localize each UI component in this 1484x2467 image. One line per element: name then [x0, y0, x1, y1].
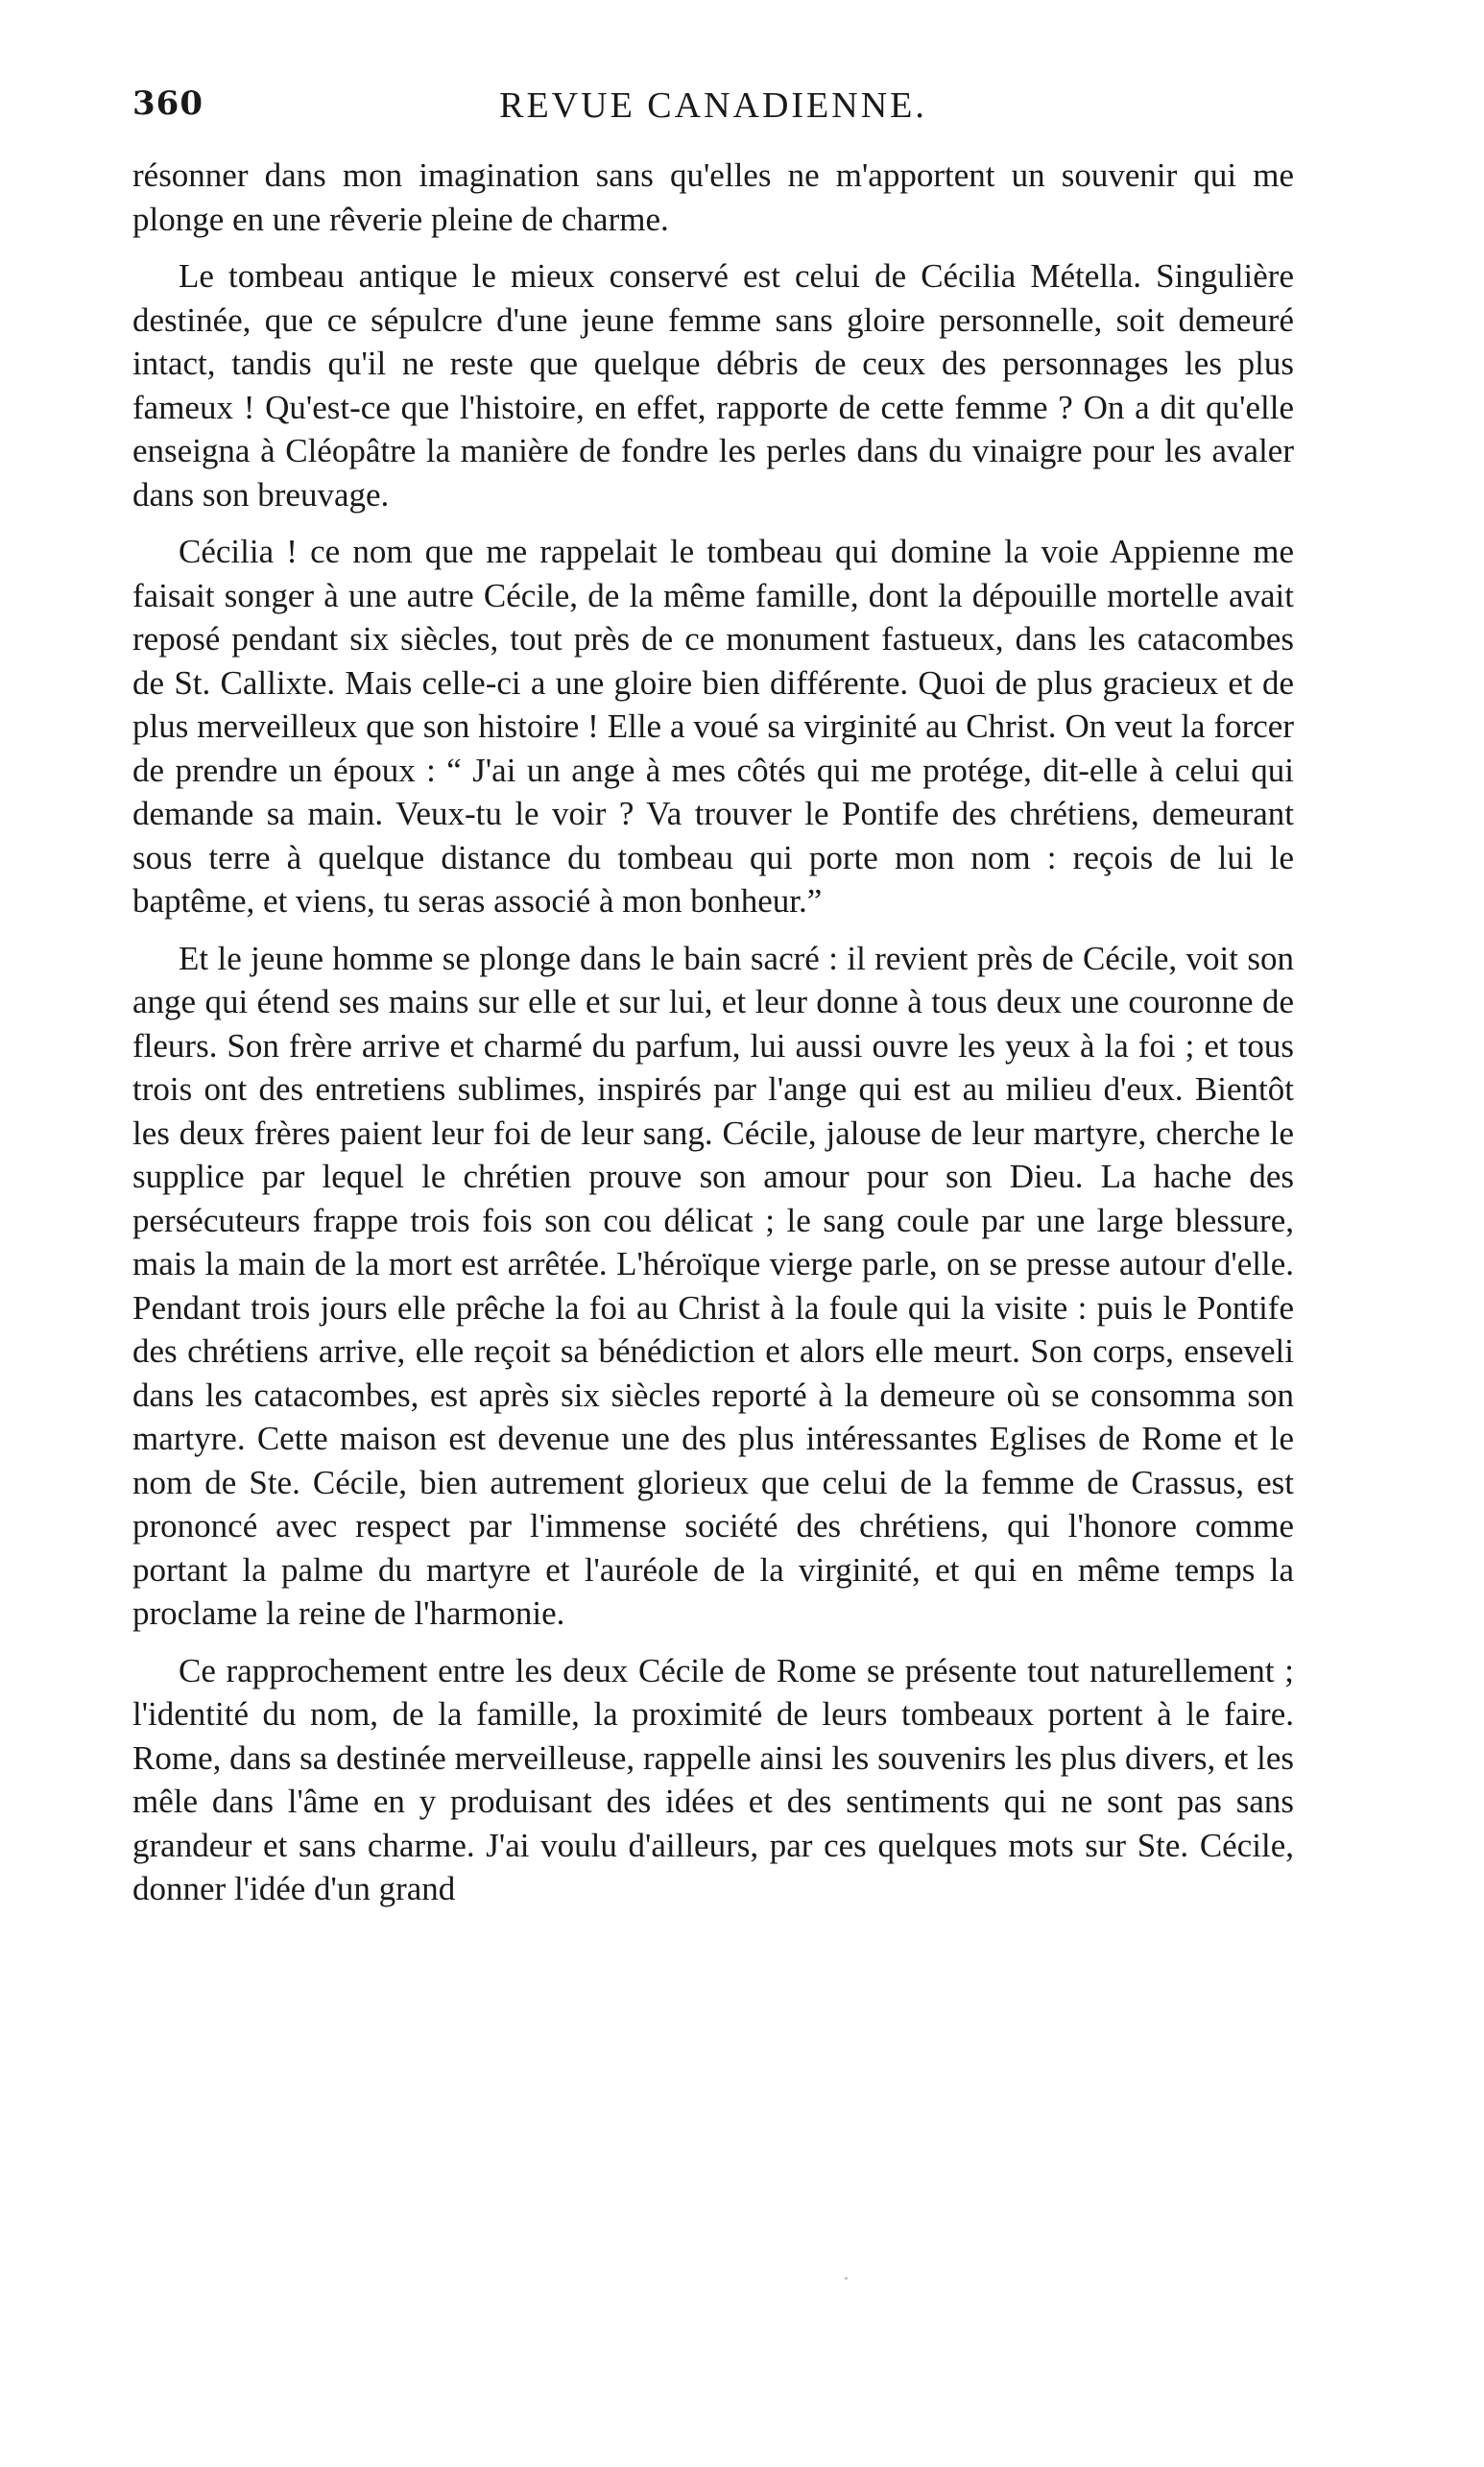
page-body [132, 154, 1294, 1911]
paper-speck [845, 2277, 848, 2280]
running-title: REVUE CANADIENNE. [499, 85, 927, 126]
paragraph-saint-cecile: Cécilia ! ce nom que me rappelait le tombeau qui domine la voie Appienne me faisait songer à une autre Cécile, de la même famille, dont la dépouille mortelle avait reposé pendant six siècles, tout près de ce monument fastueux, dans les catacombes de St. Callixte. Mais celle-ci a une gloire bien différente. Quoi de plus gracieux et de plus merveilleux que son histoire ! Elle a voué sa virginité au Christ. On veut la forcer de prendre un époux : “ J'ai un ange à mes côtés qui me protége, dit-elle à celui qui demande sa main. Veux-tu le voir ? Va trouver le Pontife des chrétiens, demeurant sous terre à quelque distance du tombeau qui porte mon nom : reçois de lui le baptême, et viens, tu seras associé à mon bonheur.” [132, 533, 1294, 920]
paragraph-cecilia-metella: Le tombeau antique le mieux conservé est celui de Cécilia Métella. Singulière destinée, que ce sépulcre d'une jeune femme sans gloire personnelle, soit demeuré intact, tandis qu'il ne reste que quelque débris de ceux des personnages les plus fameux ! Qu'est-ce que l'histoire, en effet, rapporte de cette femme ? On a dit qu'elle enseigna à Cléopâtre la manière de fondre les perles dans du vinaigre pour les avaler dans son breuvage. [132, 257, 1294, 514]
paragraph-rapprochement: Ce rapprochement entre les deux Cécile de Rome se présente tout naturellement ; l'identité du nom, de la famille, la proximité de leurs tombeaux portent à le faire. Rome, dans sa destinée merveilleuse, rappelle ainsi les souvenirs les plus divers, et les mêle dans l'âme en y produisant des idées et des sentiments qui ne sont pas sans grandeur et sans charme. J'ai voulu d'ailleurs, par ces quelques mots sur Ste. Cécile, donner l'idée d'un grand [132, 1651, 1294, 1907]
page-header [132, 84, 1294, 132]
page-number: 360 [132, 84, 203, 123]
paragraph-continuation: résonner dans mon imagination sans qu'elles ne m'apportent un souvenir qui me plonge en une rêverie pleine de charme. [132, 156, 1294, 238]
paragraph-martyrdom: Et le jeune homme se plonge dans le bain sacré : il revient près de Cécile, voit son ange qui étend ses mains sur elle et sur lui, et leur donne à tous deux une couronne de fleurs. Son frère arrive et charmé du parfum, lui aussi ouvre les yeux à la foi ; et tous trois ont des entretiens sublimes, inspirés par l'ange qui est au milieu d'eux. Bientôt les deux frères paient leur foi de leur sang. Cécile, jalouse de leur martyre, cherche le supplice par lequel le chrétien prouve son amour pour son Dieu. La hache des persécuteurs frappe trois fois son cou délicat ; le sang coule par une large blessure, mais la main de la mort est arrêtée. L'héroïque vierge parle, on se presse autour d'elle. Pendant trois jours elle prêche la foi au Christ à la foule qui la visite : puis le Pontife des chrétiens arrive, elle reçoit sa bénédiction et alors elle meurt. Son corps, enseveli dans les catacombes, est après six siècles reporté à la demeure où se consomma son martyre. Cette maison est devenue une des plus intéressantes Eglises de Rome et le nom de Ste. Cécile, bien autrement glorieux que celui de la femme de Crassus, est prononcé avec respect par l'immense société des chrétiens, qui l'honore comme portant la palme du martyre et l'auréole de la virginité, et qui en même temps la proclame la reine de l'harmonie. [132, 939, 1294, 1632]
